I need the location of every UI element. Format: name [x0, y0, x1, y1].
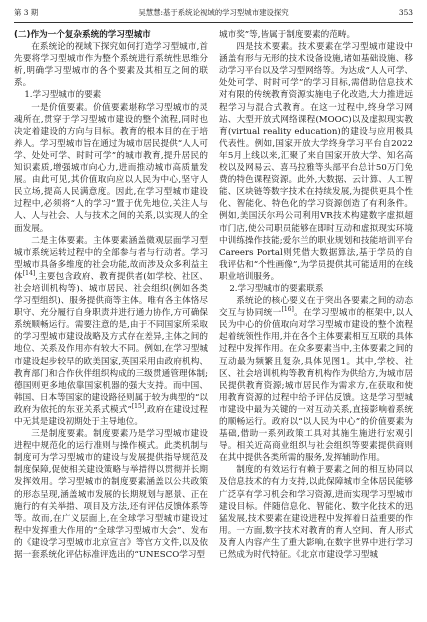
paragraph-value-element: 一是价值要素。价值要素堪称学习型城市的灵魂所在,贯穿于学习型城市建设的整个流程,同时也决定着建设的方向与目标。教育的根本目的在于培养人。学习型城市旨在通过为城市居民提供“人人可学、处处可学、时时可学”的城市教育,提升居民的知识素质,增强城市向心力,进而推动城市高质量发展。由此可见,其价值取向应以人民为中心,坚守人民立场,提高人民满意度。因此,在学习型城市建设过程中,必须将“人的学习”置于优先地位,关注人与人、人与社会、人与技术之间的关系,以实现人的全面发展。 [14, 102, 208, 234]
relation-text-2: 。在学习型城市的框架中,以人民为中心的价值取向对学习型城市建设的整个流程起着统领性作用,并在各个主体要素相互互联的具体过程中发挥作用。在众多要素当中,主体要素之间的互动最为频繁且复杂,具体见图1。其中,学校、社区、社会培训机构等教育机构作为供给方,为城市居民提供教育资源;城市居民作为需求方,在获取和使用教育资源的过程中给予评估反馈。这是学习型城市建设中最为关键的一对互动关系,直接影响着系统的顺畅运行。政府以“以人民为中心”的价值要素为基础,借助一系列政策工具对其施生施进行宏观引导。相关近高商业组织与社会组织等要素提供商则在其中提供各类所需的服务,发挥辅助作用。 [219, 308, 413, 464]
subject-text-1: 二是主体要素。主体要素涵盖微观层面学习型城市系统运转过程中的全部参与者与行动者。学习型城市具备多维度的社会功能,故而涉及众多利益主体 [14, 235, 208, 282]
right-column [219, 29, 413, 618]
paragraph-technology-element: 四是技术要素。技术要素在学习型城市建设中涵盖有形与无形的技术设备设施,诸如基础设施、移动学习平台以及学习型网络等。为达成“人人可学、处处可学、时时可学”的学习目标,需借助信息技术对有限的传统教育资源实施电子化改造,大力推进远程学习与混合式教育。在这一过程中,终身学习网站、大型开放式网络课程(MOOC)以及虚拟现实教育(virtual reality education)的建设与应用极具代表性。例如,国家开放大学终身学习平台自2022年5月上线以来,汇聚了来自国家开放大学、知名高校以及网易云、喜马拉雅等头部平台总计50万门免费的特色课程资源。此外,大数据、云计算、人工智能、区块链等数字技术在持续发展,为提供更具个性化、智能化、特色化的学习资源创造了有利条件。例如,美国沃尔玛公司利用VR技术构建数字虚拟超市门店,使公司职员能够在即时互动和虚拟现实环境中训练操作技能;爱尔兰的职业规划和技能培训平台Careers Portal则凭借大数据算法,基于学员的自我评估和“个性画像”,为学员提供其可能适用的在线职业培训服务。 [219, 42, 413, 282]
citation-14: [14] [22, 270, 36, 278]
subject-text-2: ,主要包含政府、教育提供者(如学校、社区、社会培训机构等)、城市居民、社会组织(例如各类学习型组织)、服务提供商等主体。唯有各主体恪尽职守、充分履行自身职责并进行通力协作,方可确保系统顺畅运行。需要注意的是,由于不同国家所采取的学习型城市建设战略及方式存在差异,主体之间的地位、关系及作用亦有较大不同。例如,在学习型城市建设起步较早的欧美国家,英国采用由政府机构、教育部门和合作伙伴组织构成的三级贯通管理体制;德国则更多地依靠国家机器的强大支持。而中国、韩国、日本等国家的建设路径则属于较为典型的“以政府为依托的东亚关系式模式” [14, 271, 208, 415]
subsection-heading-2: 2.学习型城市的要素联系 [229, 283, 324, 294]
section-heading: (二)作为一个复杂系统的学习型城市 [14, 30, 151, 40]
header-rule [14, 22, 413, 23]
subsection-heading-1: 1.学习型城市的要素 [24, 90, 102, 101]
running-title: 吴慧慧:基于系统论视域的学习型城市建设探究 [138, 8, 289, 17]
subject-text-3: ,政府在建设过程中无其是建设初期处于主导地位。 [14, 404, 208, 427]
paragraph-relations-1 [219, 295, 413, 464]
running-header [14, 6, 413, 20]
left-column [14, 29, 208, 618]
citation-16: [16] [281, 306, 294, 314]
issue-number: 第 3 期 [14, 8, 39, 17]
two-column-body [14, 29, 413, 618]
intro-paragraph: 在系统论的视域下探究如何打造学习型城市,首先要将学习型城市作为整个系统进行系统性思维分析,明确学习型城市的各个要素及其相互之间的联系。 [14, 42, 208, 89]
paragraph-relations-2: 制度的有效运行有赖于要素之间的相互协同以及信息技术的有力支持,以此保障城市全体居民能够广泛享有学习机会和学习资源,进而实现学习型城市建设目标。伴随信息化、智能化、数字化技术的迅猛发展,技术要素在建设进程中发挥着日益重要的作用。一方面,数字技术对教育的育人空间、育人形式及育人内容产生了重大影响,在数字世界中进行学习已然成为时代特征。《北京市建设学习型城 [219, 465, 413, 561]
paragraph-subject-element [14, 235, 208, 429]
paragraph-institution-element: 三是制度要素。制度要素乃是学习型城市建设进程中规范化的运行准则与操作模式。此类机制与制度可为学习型城市的建设与发展提供指导规范及制度保障,促使相关建设策略与举措得以贯彻并长期发挥效用。学习型城市的制度要素涵盖以公共政策的形态呈现,涵盖城市发展的长期规划与愿景、正在施行的有关举措、项目及方法,还有评估反馈体系等等。故而,在广义层面上,在全球学习型城市建设过程中发挥重大作用的“全球学习型城市大会”、发布的《建设学习型城市北京宣言》等官方文件,以及依据一套系统化评估标准评选出的“UNESCO学习型 [14, 429, 208, 561]
institution-continuation: 城市奖”等,皆属于制度要素的范畴。 [219, 30, 356, 40]
citation-15: [15] [131, 403, 145, 411]
page-number: 353 [398, 8, 413, 17]
relation-text-1: 系统论的核心要义在于突出各要素之间的动态交互与协同统一 [219, 296, 413, 319]
